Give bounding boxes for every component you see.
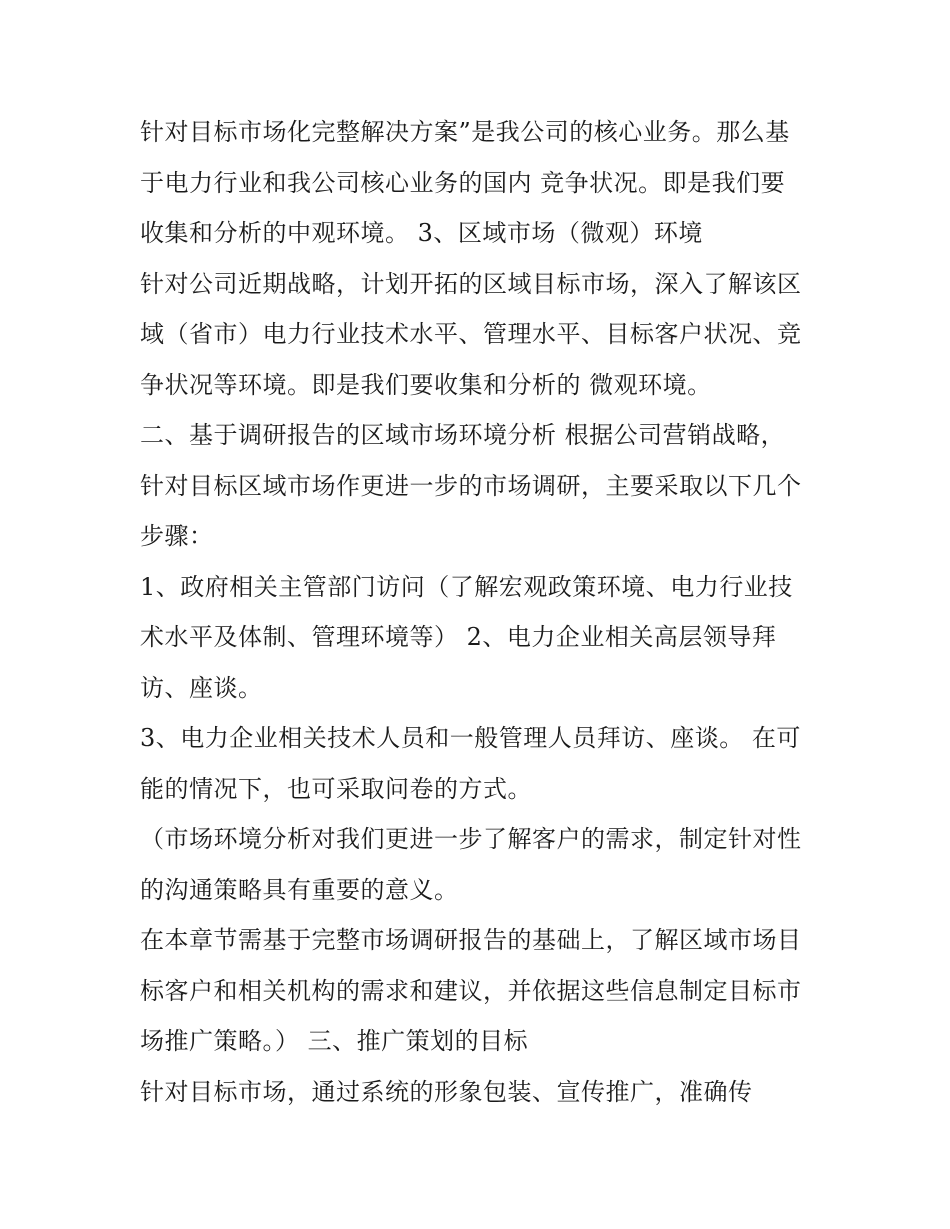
text-line: （市场环境分析对我们更进一步了解客户的需求，制定针对性	[140, 825, 802, 853]
text-line: 争状况等环境。即是我们要收集和分析的 微观环境。	[140, 370, 712, 399]
text-line: 访、座谈。	[140, 673, 263, 702]
text-line: 域（省市）电力行业技术水平、管理水平、目标客户状况、竞	[140, 320, 802, 348]
text-line: 场推广策略。） 三、推广策划的目标	[140, 1027, 529, 1055]
text-line: 3、电力企业相关技术人员和一般管理人员拜访、座谈。 在可	[140, 724, 801, 752]
text-line: 1、政府相关主管部门访问（了解宏观政策环境、电力行业技	[140, 572, 793, 601]
text-line: 针对公司近期战略，计划开拓的区域目标市场，深入了解该区	[140, 269, 802, 298]
text-line: 针对目标区域市场作更进一步的市场调研，主要采取以下几个	[140, 471, 802, 500]
text-line: 二、基于调研报告的区域市场环境分析 根据公司营销战略，	[140, 421, 786, 449]
document-body	[140, 107, 820, 1117]
text-line: 的沟通策略具有重要的意义。	[140, 875, 459, 904]
text-line: 术水平及体制、管理环境等） 2、电力企业相关高层领导拜	[140, 623, 777, 651]
text-line: 针对目标市场，通过系统的形象包装、宣传推广，准确传	[140, 1077, 753, 1106]
text-line: 针对目标市场化完整解决方案”是我公司的核心业务。那么基	[140, 118, 790, 146]
text-line: 标客户和相关机构的需求和建议，并依据这些信息制定目标市	[140, 976, 802, 1005]
text-line: 在本章节需基于完整市场调研报告的基础上，了解区域市场目	[140, 926, 802, 954]
text-line: 收集和分析的中观环境。 3、区域市场（微观）环境	[140, 219, 703, 247]
text-line: 步骤：	[140, 522, 214, 550]
text-line: 于电力行业和我公司核心业务的国内 竞争状况。即是我们要	[140, 168, 786, 197]
text-line: 能的情况下，也可采取问卷的方式。	[140, 774, 532, 803]
